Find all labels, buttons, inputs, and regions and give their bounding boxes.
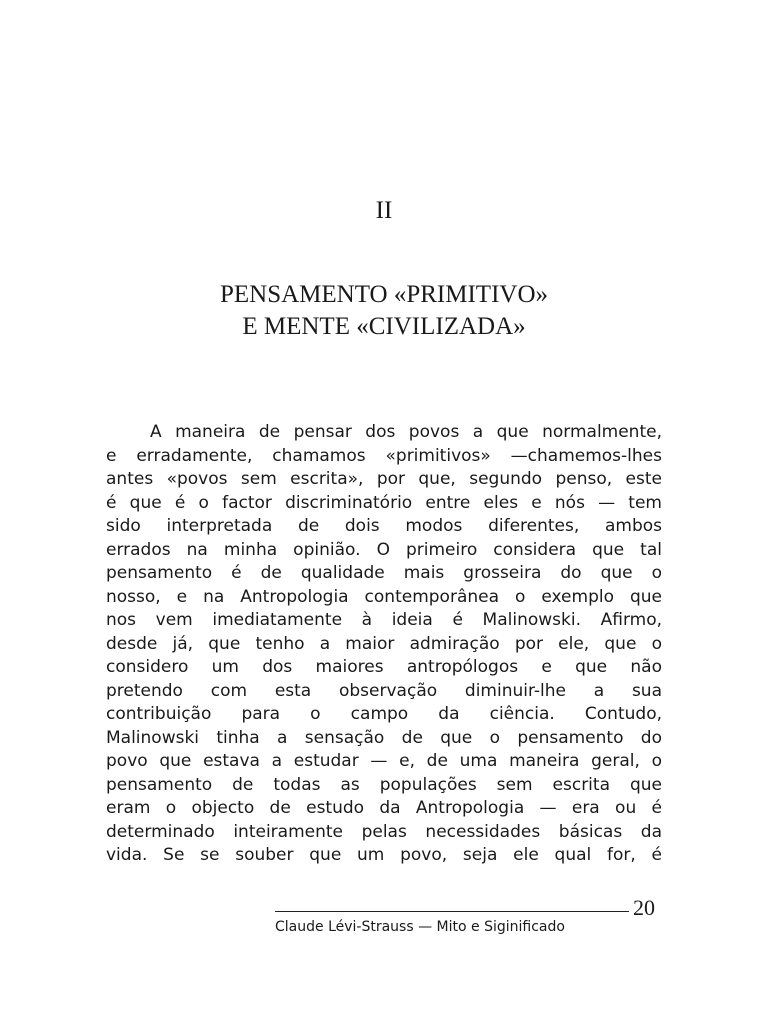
text-line: Malinowski tinha a sensação de que o pensamento do [106, 727, 662, 748]
chapter-title [0, 279, 768, 343]
text-line: considero um dos maiores antropólogos e que não [106, 657, 662, 677]
text-line: antes «povos sem escrita», por que, segundo penso, este [106, 469, 662, 489]
text-line: A maneira de pensar dos povos a que normalmente, [150, 422, 662, 442]
text-line: pensamento de todas as populações sem escrita que [106, 774, 662, 795]
text-line: sido interpretada de dois modos diferentes, ambos [106, 516, 662, 536]
text-line: povo que estava a estudar — e, de uma maneira geral, o [106, 751, 662, 771]
chapter-title-line: PENSAMENTO «PRIMITIVO» [219, 281, 549, 308]
footer-rule [275, 911, 629, 912]
text-line: nos vem imediatamente à ideia é Malinowski. Afirmo, [106, 610, 662, 630]
text-line: é que é o factor discriminatório entre eles e nós — tem [106, 492, 662, 513]
page-number: 20 [633, 895, 655, 920]
text-line: determinado inteiramente pelas necessidades básicas da [106, 821, 662, 842]
text-line: errados na minha opinião. O primeiro considera que tal [106, 539, 662, 560]
text-line: pretendo com esta observação diminuir-lhe a sua [106, 680, 662, 701]
text-line: pensamento é de qualidade mais grosseira do que o [106, 563, 662, 583]
running-footer: Claude Lévi-Strauss — Mito e Siginificado [275, 919, 565, 935]
chapter-title-line: E MENTE «CIVILIZADA» [242, 313, 526, 340]
chapter-number: II [375, 197, 393, 224]
text-line: e erradamente, chamamos «primitivos» —chamemos-lhes [106, 445, 662, 466]
body-paragraph [106, 421, 662, 868]
text-line: contribuição para o campo da ciência. Contudo, [106, 704, 662, 724]
text-line: vida. Se se souber que um povo, seja ele qual for, é [106, 845, 662, 865]
text-line: nosso, e na Antropologia contemporânea o exemplo que [106, 586, 662, 607]
text-line: eram o objecto de estudo da Antropologia — era ou é [106, 798, 662, 818]
text-line: desde já, que tenho a maior admiração por ele, que o [106, 633, 662, 654]
